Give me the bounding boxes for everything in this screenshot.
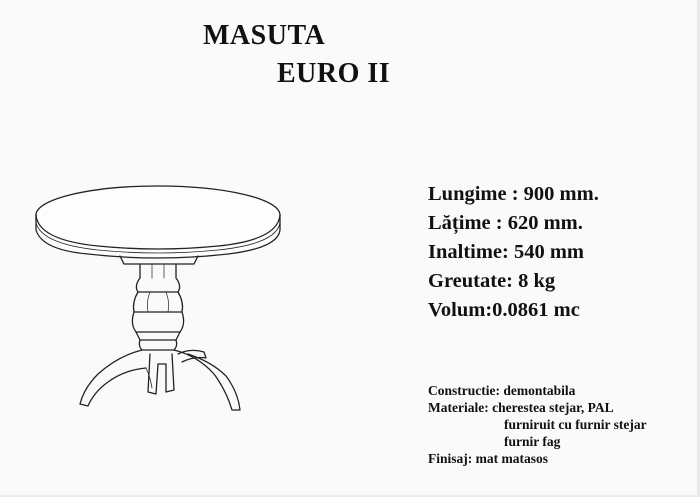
spec-length: Lungime : 900 mm. (428, 183, 599, 205)
detail-materiale-cont2: furnir fag (504, 434, 561, 449)
detail-materiale-cont1: furniruit cu furnir stejar (504, 417, 647, 432)
spec-list (428, 180, 599, 325)
page-title-line2: EURO II (277, 58, 391, 89)
tabletop-edge (36, 215, 280, 258)
spec-volume: Volum:0.0861 mc (428, 299, 580, 321)
details-block (428, 382, 647, 467)
detail-materiale: Materiale: cherestea stejar, PAL (428, 400, 614, 415)
spec-width: Lățime : 620 mm. (428, 212, 583, 234)
detail-finisaj: Finisaj: mat matasos (428, 451, 548, 466)
table-drawing (28, 178, 288, 438)
pedestal-column (132, 264, 183, 350)
pedestal-feet (80, 350, 240, 410)
spec-weight: Greutate: 8 kg (428, 270, 556, 292)
page-title-line1: MASUTA (203, 20, 326, 51)
detail-constructie: Constructie: demontabila (428, 383, 576, 398)
spec-height: Inaltime: 540 mm (428, 241, 585, 263)
